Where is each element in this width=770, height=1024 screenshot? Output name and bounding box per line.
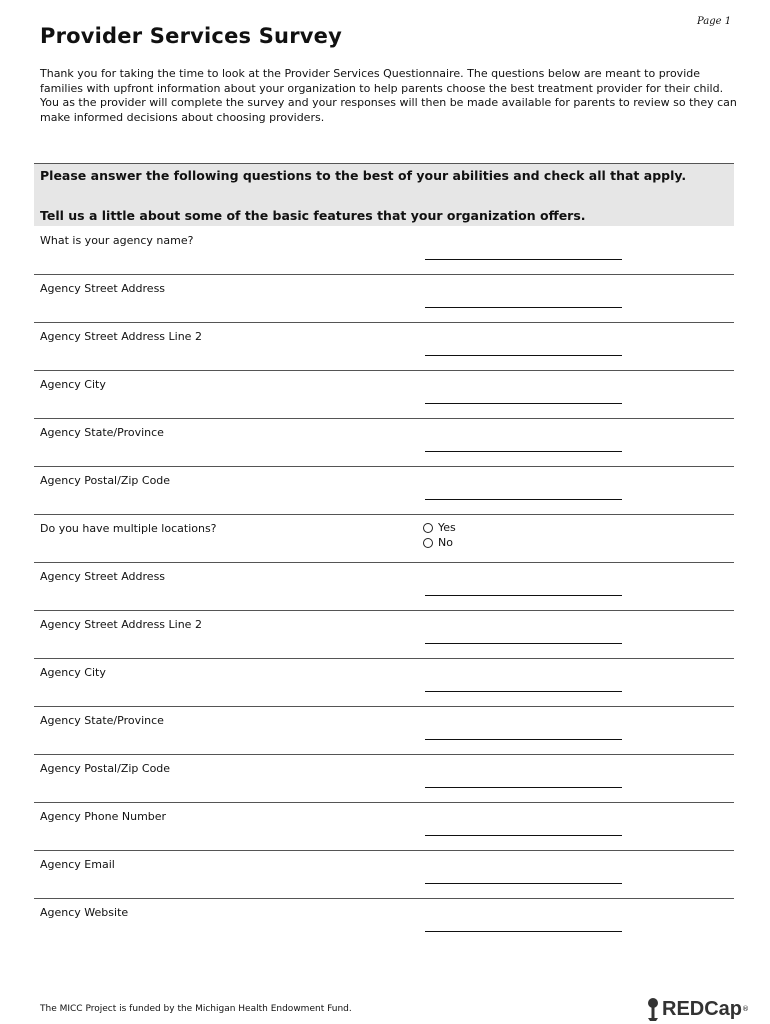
question-label: Agency City bbox=[40, 666, 106, 679]
answer-blank[interactable] bbox=[425, 931, 622, 932]
answer-blank[interactable] bbox=[425, 643, 622, 644]
redcap-logo bbox=[645, 996, 749, 1022]
survey-title: Provider Services Survey bbox=[40, 24, 342, 48]
question-row-agency-name bbox=[34, 227, 734, 275]
question-label: Do you have multiple locations? bbox=[40, 522, 217, 535]
answer-blank[interactable] bbox=[425, 691, 622, 692]
answer-blank[interactable] bbox=[425, 835, 622, 836]
radio-option-label: No bbox=[438, 536, 453, 549]
question-row-multiple-locations bbox=[34, 515, 734, 563]
question-label: Agency Phone Number bbox=[40, 810, 167, 823]
footer-funding-note: The MICC Project is funded by the Michigan Health Endowment Fund. bbox=[40, 1004, 352, 1014]
radio-button-icon[interactable] bbox=[423, 523, 433, 533]
question-row-state-alt bbox=[34, 707, 734, 755]
question-row-state bbox=[34, 419, 734, 467]
radio-option-no[interactable] bbox=[423, 535, 456, 550]
redcap-logo-text: REDCap bbox=[662, 997, 743, 1020]
question-label: Agency Street Address Line 2 bbox=[40, 618, 202, 631]
answer-blank[interactable] bbox=[425, 355, 622, 356]
question-label: Agency Email bbox=[40, 858, 115, 871]
answer-blank[interactable] bbox=[425, 739, 622, 740]
instructions-box bbox=[34, 163, 734, 226]
page-number: Page 1 bbox=[697, 16, 732, 27]
answer-blank[interactable] bbox=[425, 883, 622, 884]
answer-blank[interactable] bbox=[425, 499, 622, 500]
redcap-flask-icon bbox=[645, 997, 661, 1021]
question-label: Agency Postal/Zip Code bbox=[40, 762, 171, 775]
question-label: Agency Street Address bbox=[40, 282, 166, 295]
radio-option-label: Yes bbox=[438, 521, 456, 534]
radio-button-icon[interactable] bbox=[423, 538, 433, 548]
question-label: Agency Street Address bbox=[40, 570, 166, 583]
answer-blank[interactable] bbox=[425, 595, 622, 596]
question-row-street-address-alt bbox=[34, 563, 734, 611]
answer-blank[interactable] bbox=[425, 787, 622, 788]
question-label: Agency City bbox=[40, 378, 106, 391]
intro-paragraph: Thank you for taking the time to look at the Provider Services Questionnaire. The questions below are meant to provide families with upfront information about your organization to help parents choose the best treatment provider for their child. You as the provider will complete the survey and your responses will then be made available for parents to review so they can make informed decisions about choosing providers. bbox=[40, 67, 737, 124]
radio-option-yes[interactable] bbox=[423, 520, 456, 535]
answer-blank[interactable] bbox=[425, 403, 622, 404]
question-label: Agency State/Province bbox=[40, 426, 164, 439]
answer-blank[interactable] bbox=[425, 307, 622, 308]
registered-mark: ® bbox=[742, 1005, 750, 1013]
answer-blank[interactable] bbox=[425, 259, 622, 260]
question-row-city bbox=[34, 371, 734, 419]
question-label: Agency Website bbox=[40, 906, 129, 919]
question-label: What is your agency name? bbox=[40, 234, 194, 247]
question-row-street-address-2-alt bbox=[34, 611, 734, 659]
question-row-phone bbox=[34, 803, 734, 851]
instructions-line-1: Please answer the following questions to the best of your abilities and check all that apply. bbox=[40, 168, 687, 183]
question-row-street-address bbox=[34, 275, 734, 323]
question-row-postal-code-alt bbox=[34, 755, 734, 803]
answer-blank[interactable] bbox=[425, 451, 622, 452]
question-row-postal-code bbox=[34, 467, 734, 515]
question-row-website bbox=[34, 899, 734, 947]
radio-group bbox=[423, 520, 456, 550]
question-row-email bbox=[34, 851, 734, 899]
question-row-street-address-2 bbox=[34, 323, 734, 371]
question-label: Agency Postal/Zip Code bbox=[40, 474, 171, 487]
question-row-city-alt bbox=[34, 659, 734, 707]
instructions-line-2: Tell us a little about some of the basic features that your organization offers. bbox=[40, 208, 586, 223]
question-label: Agency State/Province bbox=[40, 714, 164, 727]
question-label: Agency Street Address Line 2 bbox=[40, 330, 202, 343]
